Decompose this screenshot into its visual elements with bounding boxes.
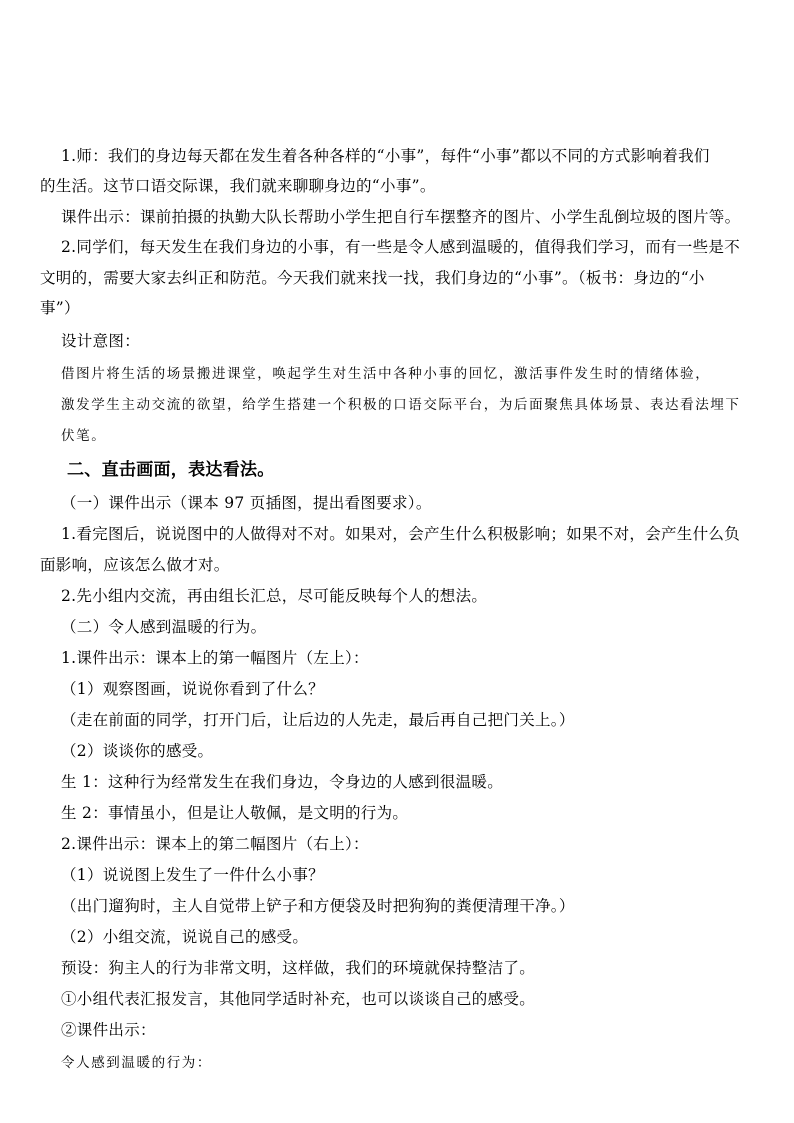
design-intent-line-1: 借图片将生活的场景搬进课堂，唤起学生对生活中各种小事的回忆，激活事件发生时的情绪体验， <box>61 366 711 382</box>
item-1-answer-1: （走在前面的同学，打开门后，让后边的人先走，最后再自己把门关上。） <box>61 711 575 729</box>
paragraph-3-line-1: 2.同学们，每天发生在我们身边的小事，有一些是令人感到温暖的，值得我们学习，而有一些是不 <box>61 238 740 256</box>
preset-answer: 预设：狗主人的行为非常文明，这样做，我们的环境就保持整洁了。 <box>61 959 536 977</box>
design-intent-label: 设计意图： <box>61 332 141 350</box>
section-2-heading: 二、直击画面，表达看法。 <box>67 460 275 480</box>
section-2-subheading-1: （一）课件出示（课本 97 页插图，提出看图要求）。 <box>61 494 432 512</box>
student-1-response: 生 1：这种行为经常发生在我们身边，令身边的人感到很温暖。 <box>61 773 503 791</box>
warm-behavior-label: 令人感到温暖的行为： <box>61 1055 212 1071</box>
section-2-subheading-2: （二）令人感到温暖的行为。 <box>61 618 267 636</box>
paragraph-3-line-2: 文明的，需要大家去纠正和防范。今天我们就来找一找，我们身边的“小事”。（板书：身边的“小 <box>40 269 705 287</box>
item-2-question-1: （1）说说图上发生了一件什么小事？ <box>61 866 324 884</box>
student-2-response: 生 2：事情虽小，但是让人敬佩，是文明的行为。 <box>61 804 409 822</box>
section-2-item-2: 2.先小组内交流，再由组长汇总，尽可能反映每个人的想法。 <box>61 587 488 605</box>
circled-step-1: ①小组代表汇报发言，其他同学适时补充，也可以谈谈自己的感受。 <box>61 990 536 1008</box>
item-1-question-2: （2）谈谈你的感受。 <box>61 742 214 760</box>
item-1-question-1: （1）观察图画，说说你看到了什么？ <box>61 680 324 698</box>
paragraph-1-line-1: 1.师：我们的身边每天都在发生着各种各样的“小事”，每件“小事”都以不同的方式影响着我们 <box>61 147 710 165</box>
circled-step-2: ②课件出示： <box>61 1021 156 1039</box>
section-2-item-1-line-2: 面影响，应该怎么做才对。 <box>40 556 230 574</box>
section-2-item-1-line-1: 1.看完图后，说说图中的人做得对不对。如果对，会产生什么积极影响；如果不对，会产生什么负 <box>61 525 740 543</box>
paragraph-3-line-3: 事”） <box>40 299 80 317</box>
paragraph-1-line-2: 的生活。这节口语交际课，我们就来聊聊身边的“小事”。 <box>40 177 436 195</box>
courseware-item-1: 1.课件出示：课本上的第一幅图片（左上）： <box>61 649 369 667</box>
courseware-item-2: 2.课件出示：课本上的第二幅图片（右上）： <box>61 835 369 853</box>
paragraph-2: 课件出示：课前拍摄的执勤大队长帮助小学生把自行车摆整齐的图片、小学生乱倒垃圾的图片等。 <box>61 208 741 226</box>
design-intent-line-3: 伏笔。 <box>61 428 107 444</box>
design-intent-line-2: 激发学生主动交流的欲望，给学生搭建一个积极的口语交际平台，为后面聚焦具体场景、表达看法埋下 <box>61 397 741 413</box>
item-2-question-2: （2）小组交流，说说自己的感受。 <box>61 928 309 946</box>
item-2-answer-1: （出门遛狗时，主人自觉带上铲子和方便袋及时把狗狗的粪便清理干净。） <box>61 897 575 915</box>
